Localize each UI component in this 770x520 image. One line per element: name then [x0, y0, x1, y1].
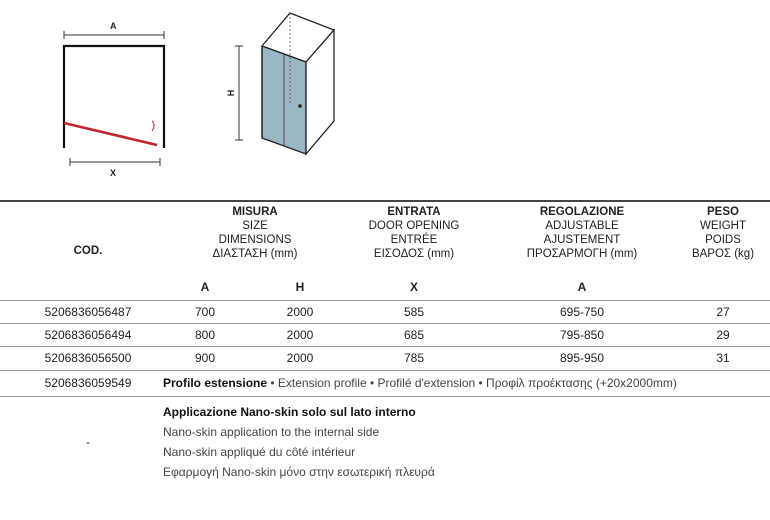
cell-a: 800	[194, 328, 216, 342]
subheader-regolazione-a: A	[577, 280, 587, 294]
cell-peso: 31	[716, 351, 730, 365]
cell-cod: 5206836056494	[44, 328, 132, 342]
subheader-x: X	[409, 280, 418, 294]
technical-drawings	[0, 0, 770, 195]
cell-a: 700	[194, 305, 216, 319]
cell-a: 900	[194, 351, 216, 365]
cell-h: 2000	[286, 328, 314, 342]
door-panel	[64, 123, 157, 145]
extension-description: Profilo estensione • Extension profile • Profilé d'extension • Προφίλ προέκτασης (+20x2000mm)	[163, 376, 677, 390]
extension-row	[0, 372, 770, 394]
nano-note-gr: Εφαρμογή Nano-skin μόνο στην εσωτερική πλευρά	[163, 465, 435, 479]
cell-h: 2000	[286, 305, 314, 319]
header-peso: PESO WEIGHT POIDS ΒΑΡΟΣ (kg)	[691, 206, 755, 260]
table-row	[0, 301, 770, 323]
cell-x: 585	[403, 305, 425, 319]
header-entrata: ENTRATA DOOR OPENING ENTRÉE ΕΙΣΟΔΟΣ (mm)	[368, 206, 460, 260]
subheader-h: H	[295, 280, 305, 294]
nano-note-en: Nano-skin application to the internal side	[163, 425, 380, 439]
table-row	[0, 347, 770, 369]
extension-cod: 5206836059549	[44, 376, 132, 390]
elevation-view	[226, 13, 334, 154]
header-regolazione: REGOLAZIONE ADJUSTABLE AJUSTEMENT ΠΡΟΣΑΡΜΟΓΗ (mm)	[526, 206, 638, 260]
cell-peso: 27	[716, 305, 730, 319]
nano-note-fr: Nano-skin appliqué du côté intérieur	[163, 445, 356, 459]
door-handle-icon	[298, 104, 302, 108]
cell-regolazione: 895-950	[559, 351, 605, 365]
nano-cod: -	[86, 435, 90, 449]
cell-x: 785	[403, 351, 425, 365]
subheader-a: A	[200, 280, 210, 294]
cell-peso: 29	[716, 328, 730, 342]
cell-regolazione: 795-850	[559, 328, 605, 342]
cell-regolazione: 695-750	[559, 305, 605, 319]
cell-x: 685	[403, 328, 425, 342]
cell-cod: 5206836056500	[44, 351, 132, 365]
dimension-h-label: H	[226, 89, 236, 97]
header-cod: COD.	[73, 245, 103, 257]
table-top-rule	[0, 200, 770, 202]
nano-note	[163, 402, 435, 482]
plan-view	[64, 21, 164, 178]
row-divider	[0, 396, 770, 397]
table-subheader-row	[0, 276, 770, 298]
dimension-x-label: X	[110, 168, 117, 178]
table-row	[0, 324, 770, 346]
nano-note-it: Applicazione Nano-skin solo sul lato interno	[163, 405, 416, 419]
dimension-a-label: A	[110, 21, 117, 31]
cell-cod: 5206836056487	[44, 305, 132, 319]
row-divider	[0, 370, 770, 371]
header-misura: MISURA SIZE DIMENSIONS ΔΙΑΣΤΑΣΗ (mm)	[212, 206, 298, 260]
cell-h: 2000	[286, 351, 314, 365]
